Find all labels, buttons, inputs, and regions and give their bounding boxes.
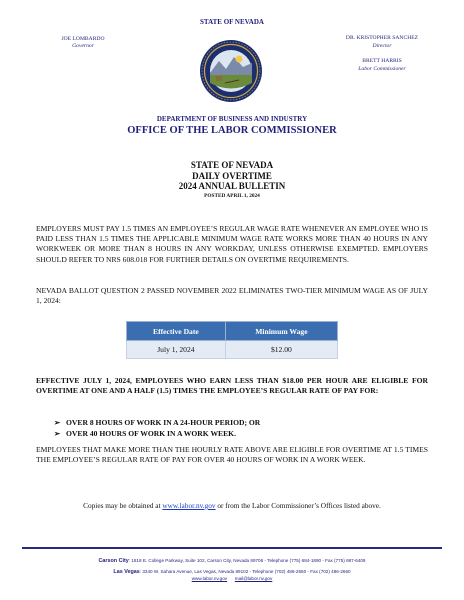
- state-header: STATE OF NEVADA: [200, 18, 264, 26]
- commissioner-name: BRETT HARRIS: [362, 58, 402, 64]
- effective-date-header: Effective Date: [127, 322, 226, 341]
- table-row: [127, 341, 338, 359]
- department-name: DEPARTMENT OF BUSINESS AND INDUSTRY: [156, 115, 308, 123]
- overtime-conditions-list: [54, 418, 260, 439]
- minimum-wage-header: Minimum Wage: [225, 322, 337, 341]
- carson-city-address: Carson City: 1818 E. College Parkway, Suite 102, Carson City, Nevada 89706 - Telephone (775) 684-1890 - Fax (775) 687-6409: [98, 558, 366, 564]
- las-vegas-address: Las Vegas: 3340 W. Sahara Avenue, Las Vegas, Nevada 89102 - Telephone (702) 486-2650 - Fax (702) 486-2660: [113, 569, 351, 575]
- commissioner-title: Labor Commissioner: [358, 66, 406, 72]
- effective-july-paragraph: EFFECTIVE JULY 1, 2024, EMPLOYEES WHO EARN LESS THAN $18.00 PER HOUR ARE ELIGIBLE FOR OVERTIME AT ONE AND A HALF (1.5) TIMES THE EMPLOYEE’S REGULAR RATE OF PAY FOR:: [36, 376, 428, 396]
- office-name: OFFICE OF THE LABOR COMMISSIONER: [127, 125, 337, 136]
- footer-website-link[interactable]: www.labor.nv.gov: [191, 576, 228, 581]
- title-line-1: STATE OF NEVADA: [190, 160, 274, 170]
- footer-email-link[interactable]: mail@labor.nv.gov: [234, 576, 273, 581]
- posted-date: POSTED APRIL 1, 2024: [204, 193, 260, 199]
- title-line-3: 2024 ANNUAL BULLETIN: [178, 181, 286, 191]
- higher-earners-paragraph: EMPLOYEES THAT MAKE MORE THAN THE HOURLY RATE ABOVE ARE ELIGIBLE FOR OVERTIME AT 1.5 TIMES THE EMPLOYEE’S REGULAR RATE OF PAY FOR OVER 40 HOURS OF WORK IN A WORK WEEK.: [36, 445, 428, 465]
- effective-date-cell: July 1, 2024: [127, 341, 226, 359]
- list-item: ➢ OVER 40 HOURS OF WORK IN A WORK WEEK.: [54, 428, 236, 438]
- ballot-question-paragraph: NEVADA BALLOT QUESTION 2 PASSED NOVEMBER 2022 ELIMINATES TWO-TIER MINIMUM WAGE AS OF JULY 1, 2024:: [36, 286, 428, 306]
- table-header-row: [127, 322, 338, 341]
- director-title: Director: [372, 43, 392, 49]
- state-seal-icon: [199, 39, 263, 103]
- footer-divider: [22, 547, 442, 549]
- minimum-wage-cell: $12.00: [225, 341, 337, 359]
- arrow-bullet-icon: ➢: [54, 418, 61, 427]
- minimum-wage-table: [126, 321, 338, 359]
- copies-note: Copies may be obtained at www.labor.nv.gov or from the Labor Commissioner’s Offices listed above.: [83, 501, 381, 510]
- title-line-2: DAILY OVERTIME: [192, 170, 272, 181]
- footer-links: [0, 576, 464, 581]
- overtime-requirement-paragraph: EMPLOYERS MUST PAY 1.5 TIMES AN EMPLOYEE’S REGULAR WAGE RATE WHENEVER AN EMPLOYEE WHO IS PAID LESS THAN 1.5 TIMES THE APPLICABLE MINIMUM WAGE RATE WORKS MORE THAN 40 HOURS IN ANY WORKWEEK OR MORE THAN 8 HOURS IN ANY WORKDAY, UNLESS OTHERWISE EXEMPTED. EMPLOYERS SHOULD REFER TO NRS 608.018 FOR FURTHER DETAILS ON OVERTIME REQUIREMENTS.: [36, 224, 428, 264]
- bulletin-title: [0, 160, 464, 192]
- governor-name: JOE LOMBARDO: [61, 36, 105, 42]
- arrow-bullet-icon: ➢: [54, 428, 61, 438]
- governor-title: Governor: [72, 43, 94, 49]
- director-name: DR. KRISTOPHER SANCHEZ: [345, 35, 419, 41]
- list-item: ➢ OVER 8 HOURS OF WORK IN A 24-HOUR PERIOD; OR: [54, 418, 261, 427]
- labor-website-link[interactable]: www.labor.nv.gov: [162, 501, 216, 510]
